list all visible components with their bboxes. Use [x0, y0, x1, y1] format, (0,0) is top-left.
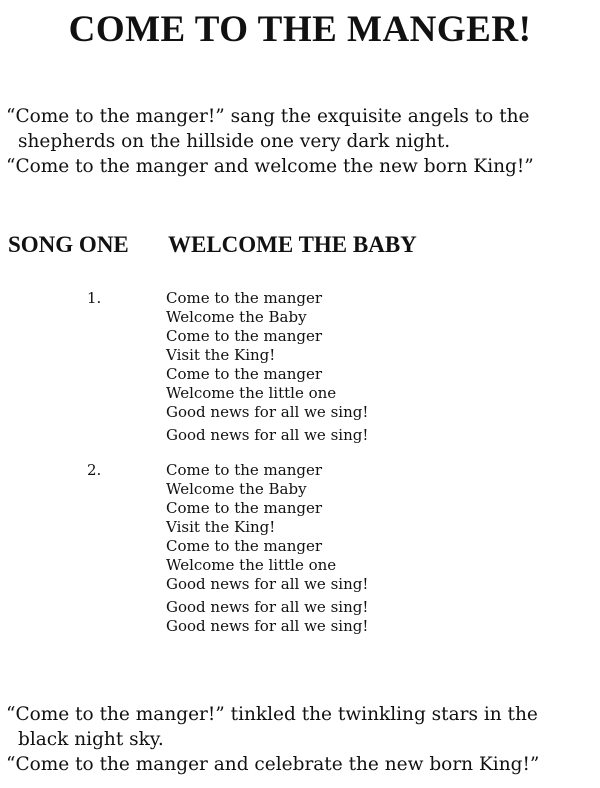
song-name: WELCOME THE BABY: [168, 232, 417, 257]
lyric-line: Come to the manger: [166, 499, 323, 517]
lyric-line: Welcome the little one: [166, 384, 337, 402]
page-title: COME TO THE MANGER!: [68, 9, 532, 50]
verse-lines: [166, 289, 368, 445]
lyric-line: Good news for all we sing!: [166, 617, 369, 635]
lyric-line: Come to the manger: [166, 537, 323, 555]
lyric-line: Come to the manger: [166, 289, 323, 307]
outro-line: black night sky.: [18, 729, 164, 750]
intro-paragraph: [6, 104, 586, 179]
intro-line: “Come to the manger!” sang the exquisite angels to the: [6, 106, 530, 127]
lyric-line: Good news for all we sing!: [166, 598, 369, 616]
lyric-line: Good news for all we sing!: [166, 575, 369, 593]
lyric-line: Welcome the Baby: [166, 480, 307, 498]
lyric-line: Visit the King!: [166, 346, 276, 364]
lyric-line: Welcome the little one: [166, 556, 337, 574]
intro-line: shepherds on the hillside one very dark night.: [18, 131, 451, 152]
lyric-line: Welcome the Baby: [166, 308, 307, 326]
outro-paragraph: [6, 702, 586, 777]
lyric-line: Good news for all we sing!: [166, 426, 369, 444]
lyric-line: Good news for all we sing!: [166, 403, 369, 421]
song-label: SONG ONE: [8, 232, 129, 257]
outro-line: “Come to the manger!” tinkled the twinkling stars in the: [6, 704, 538, 725]
lyric-line: Come to the manger: [166, 327, 323, 345]
lyric-line: Visit the King!: [166, 518, 276, 536]
outro-line: “Come to the manger and celebrate the new born King!”: [6, 754, 540, 775]
intro-line: “Come to the manger and welcome the new born King!”: [6, 156, 534, 177]
verse-lines: [166, 461, 368, 636]
lyric-line: Come to the manger: [166, 365, 323, 383]
verse-number: 2.: [87, 461, 102, 479]
verse-number: 1.: [87, 289, 102, 307]
lyric-line: Come to the manger: [166, 461, 323, 479]
